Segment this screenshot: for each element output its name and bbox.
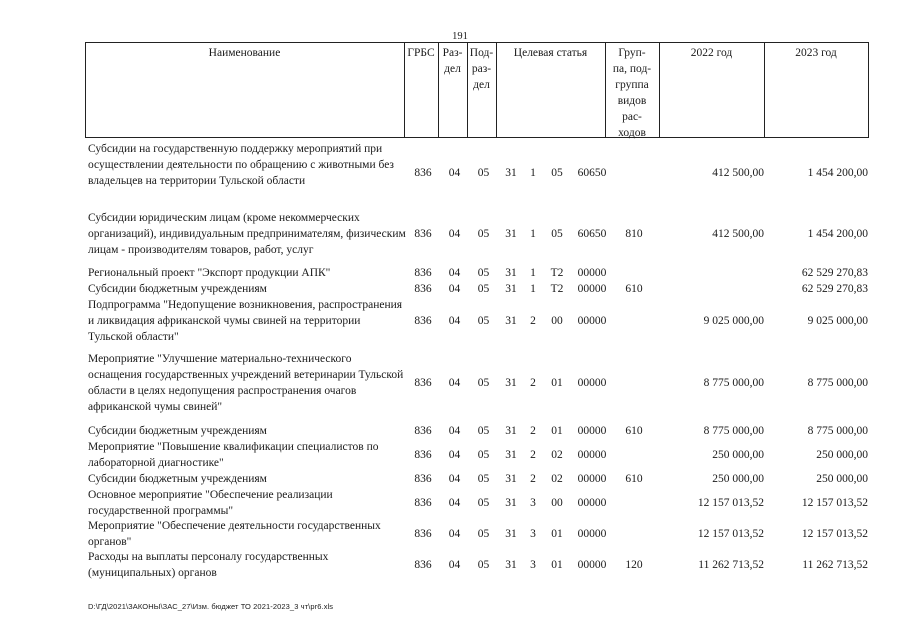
cell-t3: 01 xyxy=(551,559,563,571)
header-2023: 2023 год xyxy=(795,47,837,59)
cell-y2023: 12 157 013,52 xyxy=(801,497,868,509)
cell-rz: 04 xyxy=(448,267,461,279)
table-row xyxy=(0,487,905,519)
row-name: Субсидии бюджетным учреждениям xyxy=(88,425,267,437)
cell-t3: 01 xyxy=(551,377,563,389)
table-row xyxy=(0,423,905,439)
cell-y2022: 12 157 013,52 xyxy=(697,528,764,540)
cell-y2022: 412 500,00 xyxy=(712,228,764,240)
cell-pr: 05 xyxy=(477,425,490,437)
cell-t1: 31 xyxy=(505,497,517,509)
table-row xyxy=(0,281,905,297)
row-name: Субсидии бюджетным учреждениям xyxy=(88,283,267,295)
cell-t2: 3 xyxy=(530,528,536,540)
table-row xyxy=(0,141,905,205)
cell-t3: 00 xyxy=(551,315,563,327)
cell-t2: 2 xyxy=(530,425,536,437)
cell-rz: 04 xyxy=(448,449,461,461)
cell-pr: 05 xyxy=(477,528,490,540)
cell-y2023: 250 000,00 xyxy=(816,473,868,485)
page-number: 191 xyxy=(452,31,468,42)
cell-t3: 02 xyxy=(551,473,563,485)
cell-y2022: 412 500,00 xyxy=(712,167,764,179)
cell-vr: 810 xyxy=(625,228,643,240)
cell-t2: 3 xyxy=(530,497,536,509)
cell-t2: 1 xyxy=(530,267,536,279)
row-name: Субсидии юридическим лицам (кроме некоммерческих организаций), индивидуальным предпринимателям, физическим лицам - производителям товаров, работ, услуг xyxy=(88,212,406,256)
cell-t1: 31 xyxy=(505,528,517,540)
cell-t1: 31 xyxy=(505,315,517,327)
cell-t2: 1 xyxy=(530,167,536,179)
cell-t4: 00000 xyxy=(577,528,607,540)
cell-t3: 01 xyxy=(551,425,563,437)
cell-t4: 00000 xyxy=(577,497,607,509)
cell-y2023: 1 454 200,00 xyxy=(807,228,868,240)
header-name: Наименование xyxy=(208,47,281,59)
cell-y2023: 250 000,00 xyxy=(816,449,868,461)
cell-pr: 05 xyxy=(477,449,490,461)
cell-rz: 04 xyxy=(448,167,461,179)
cell-t1: 31 xyxy=(505,228,517,240)
cell-rz: 04 xyxy=(448,283,461,295)
cell-t2: 2 xyxy=(530,473,536,485)
cell-grbs: 836 xyxy=(414,528,432,540)
cell-t3: T2 xyxy=(550,267,564,279)
cell-t4: 00000 xyxy=(577,425,607,437)
cell-t4: 00000 xyxy=(577,377,607,389)
cell-t3: 02 xyxy=(551,449,563,461)
cell-rz: 04 xyxy=(448,497,461,509)
cell-y2023: 9 025 000,00 xyxy=(807,315,868,327)
cell-pr: 05 xyxy=(477,497,490,509)
row-name: Региональный проект "Экспорт продукции АПК" xyxy=(88,267,331,279)
cell-pr: 05 xyxy=(477,283,490,295)
cell-y2023: 8 775 000,00 xyxy=(807,377,868,389)
cell-t2: 2 xyxy=(530,315,536,327)
header-target: Целевая статья xyxy=(513,47,588,59)
row-name: Подпрограмма "Недопущение возникновения, распространения и ликвидация африканской чумы свиней на территории Тульской области" xyxy=(88,299,403,343)
cell-rz: 04 xyxy=(448,425,461,437)
cell-y2022: 250 000,00 xyxy=(712,449,764,461)
cell-t3: 05 xyxy=(551,228,563,240)
header-group: Груп- па, под- группа видов рас- ходов xyxy=(612,47,652,139)
cell-y2022: 250 000,00 xyxy=(712,473,764,485)
cell-t2: 1 xyxy=(530,283,536,295)
cell-grbs: 836 xyxy=(414,283,432,295)
cell-grbs: 836 xyxy=(414,449,432,461)
cell-t4: 00000 xyxy=(577,559,607,571)
table-row xyxy=(0,297,905,345)
row-name: Мероприятие "Улучшение материально-технического оснащения государственных учреждений ветеринарии Тульской области в целях недопущения распространения очагов африканской чумы свиней" xyxy=(88,353,404,413)
cell-t4: 00000 xyxy=(577,473,607,485)
cell-y2022: 12 157 013,52 xyxy=(697,497,764,509)
cell-t3: 05 xyxy=(551,167,563,179)
cell-t3: 00 xyxy=(551,497,563,509)
cell-pr: 05 xyxy=(477,167,490,179)
cell-rz: 04 xyxy=(448,377,461,389)
cell-t4: 00000 xyxy=(577,449,607,461)
header-2022: 2022 год xyxy=(690,47,733,59)
cell-pr: 05 xyxy=(477,473,490,485)
cell-t1: 31 xyxy=(505,425,517,437)
cell-y2023: 12 157 013,52 xyxy=(801,528,868,540)
cell-t2: 1 xyxy=(530,228,536,240)
cell-t3: T2 xyxy=(550,283,564,295)
cell-vr: 610 xyxy=(625,283,643,295)
cell-grbs: 836 xyxy=(414,377,432,389)
cell-y2022: 9 025 000,00 xyxy=(703,315,764,327)
cell-y2023: 11 262 713,52 xyxy=(802,559,868,571)
cell-y2022: 8 775 000,00 xyxy=(703,377,764,389)
cell-rz: 04 xyxy=(448,228,461,240)
cell-t4: 00000 xyxy=(577,315,607,327)
cell-y2023: 62 529 270,83 xyxy=(801,283,868,295)
cell-rz: 04 xyxy=(448,559,461,571)
cell-pr: 05 xyxy=(477,267,490,279)
cell-grbs: 836 xyxy=(414,315,432,327)
cell-t4: 00000 xyxy=(577,267,607,279)
row-name: Субсидии бюджетным учреждениям xyxy=(88,473,267,485)
row-name: Основное мероприятие "Обеспечение реализации государственной программы" xyxy=(88,489,333,517)
cell-grbs: 836 xyxy=(414,497,432,509)
cell-pr: 05 xyxy=(477,559,490,571)
header-podrazdel: Под- раз- дел xyxy=(469,47,494,91)
cell-t2: 2 xyxy=(530,449,536,461)
cell-rz: 04 xyxy=(448,315,461,327)
cell-t1: 31 xyxy=(505,377,517,389)
cell-y2023: 62 529 270,83 xyxy=(801,267,868,279)
cell-rz: 04 xyxy=(448,528,461,540)
cell-y2023: 8 775 000,00 xyxy=(807,425,868,437)
table-row xyxy=(0,549,905,581)
cell-t2: 2 xyxy=(530,377,536,389)
cell-t4: 60650 xyxy=(577,167,607,179)
cell-grbs: 836 xyxy=(414,228,432,240)
cell-t4: 60650 xyxy=(577,228,607,240)
table-header xyxy=(85,42,869,138)
cell-grbs: 836 xyxy=(414,559,432,571)
cell-rz: 04 xyxy=(448,473,461,485)
cell-y2022: 11 262 713,52 xyxy=(698,559,764,571)
cell-grbs: 836 xyxy=(414,167,432,179)
row-name: Мероприятие "Повышение квалификации специалистов по лабораторной диагностике" xyxy=(88,441,379,469)
table-row xyxy=(0,210,905,258)
cell-t1: 31 xyxy=(505,449,517,461)
row-name: Мероприятие "Обеспечение деятельности государственных органов" xyxy=(88,520,381,548)
table-row xyxy=(0,351,905,415)
cell-pr: 05 xyxy=(477,315,490,327)
table-row xyxy=(0,265,905,281)
cell-t1: 31 xyxy=(505,167,517,179)
cell-pr: 05 xyxy=(477,228,490,240)
cell-t1: 31 xyxy=(505,559,517,571)
row-name: Расходы на выплаты персоналу государственных (муниципальных) органов xyxy=(88,551,329,579)
cell-grbs: 836 xyxy=(414,267,432,279)
cell-t4: 00000 xyxy=(577,283,607,295)
cell-t3: 01 xyxy=(551,528,563,540)
table-row xyxy=(0,439,905,471)
table-row xyxy=(0,471,905,487)
cell-grbs: 836 xyxy=(414,425,432,437)
header-razdel: Раз- дел xyxy=(442,47,463,75)
cell-t1: 31 xyxy=(505,473,517,485)
row-name: Субсидии на государственную поддержку мероприятий при осуществлении деятельности по обращению с животными без владельцев на территории Тульской области xyxy=(88,143,394,187)
cell-vr: 610 xyxy=(625,473,643,485)
file-path-footer: D:\ГД\2021\ЗАКОНЫ\ЗАС_27\Изм. бюджет ТО 2021-2023_3 чт\pr6.xls xyxy=(88,602,334,611)
cell-vr: 120 xyxy=(625,559,643,571)
cell-vr: 610 xyxy=(625,425,643,437)
cell-pr: 05 xyxy=(477,377,490,389)
cell-t2: 3 xyxy=(530,559,536,571)
cell-y2022: 8 775 000,00 xyxy=(703,425,764,437)
cell-y2023: 1 454 200,00 xyxy=(807,167,868,179)
cell-t1: 31 xyxy=(505,283,517,295)
cell-t1: 31 xyxy=(505,267,517,279)
table-row xyxy=(0,518,905,550)
header-grbs: ГРБС xyxy=(407,47,435,59)
cell-grbs: 836 xyxy=(414,473,432,485)
